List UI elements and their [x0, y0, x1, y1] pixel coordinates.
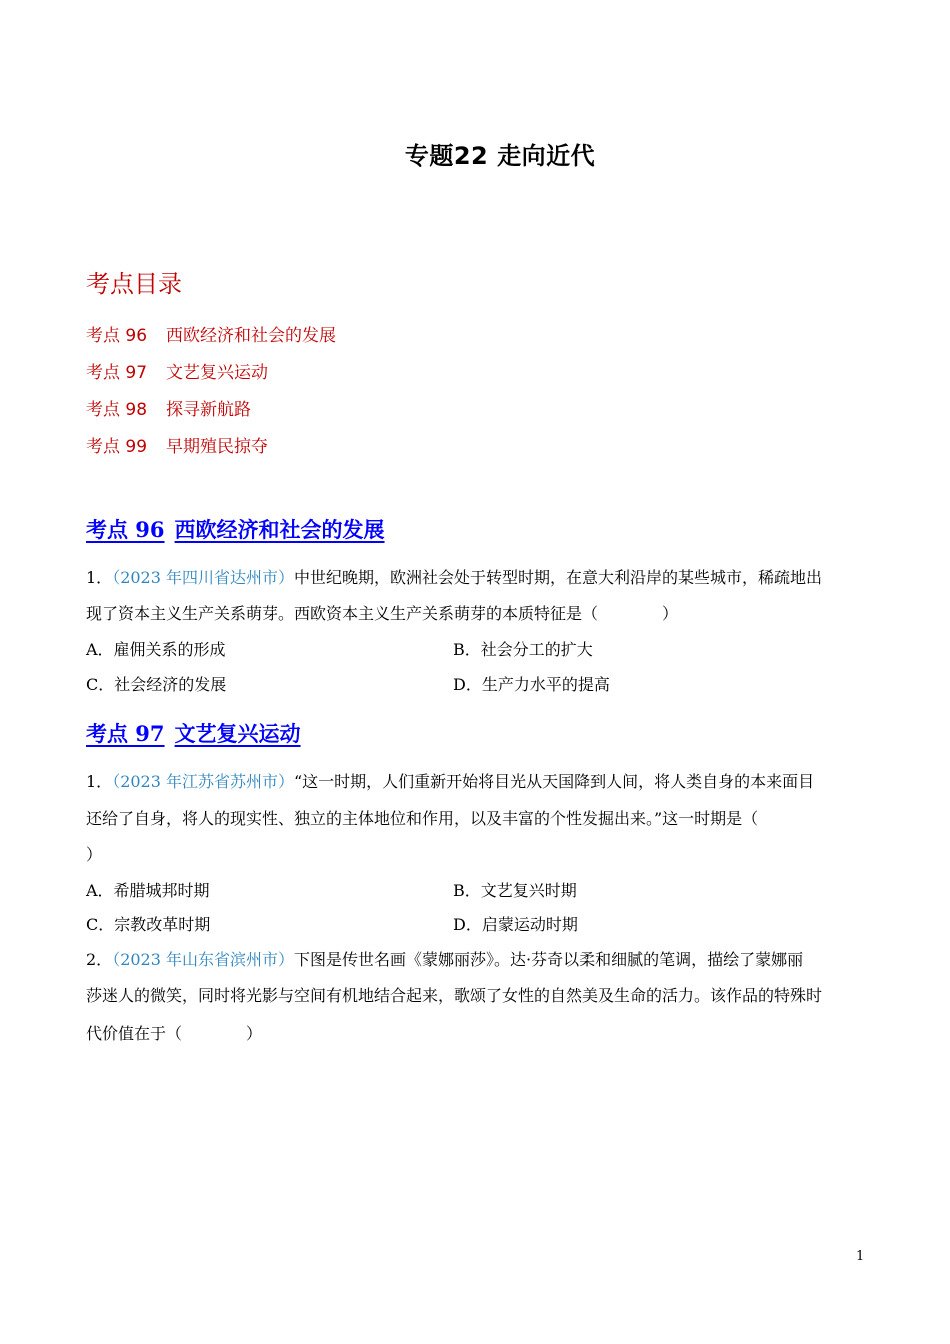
toc-item-number: 考点 97 [86, 363, 148, 383]
toc-item[interactable] [86, 395, 251, 420]
section-heading-96[interactable] [86, 514, 385, 544]
page-title: 专题22 走向近代 [404, 142, 596, 170]
option-b[interactable]: B．社会分工的扩大 [453, 640, 593, 659]
toc-item[interactable] [86, 432, 268, 457]
toc-item-number: 考点 99 [86, 437, 148, 457]
section-title: 西欧经济和社会的发展 [174, 517, 385, 542]
page-number: 1 [856, 1249, 865, 1264]
question-index: 1． [86, 568, 113, 587]
question-text: “这一时期，人们重新开始将目光从天国降到人间，将人类自身的本来面目 [294, 772, 815, 791]
option-a[interactable]: A．希腊城邦时期 [86, 881, 210, 900]
question-line [86, 568, 822, 588]
toc-item-label: 探寻新航路 [166, 400, 251, 420]
toc-item-number: 考点 96 [86, 326, 148, 346]
question-index: 2． [86, 950, 113, 969]
question-text: 下图是传世名画《蒙娜丽莎》。达·芬奇以柔和细腻的笔调，描绘了蒙娜丽 [294, 950, 804, 969]
option-d[interactable]: D．启蒙运动时期 [453, 915, 578, 934]
question-line [86, 772, 814, 792]
option-d[interactable]: D．生产力水平的提高 [453, 675, 610, 694]
question-line: 莎迷人的微笑，同时将光影与空间有机地结合起来，歌颂了女性的自然美及生命的活力。该作品的特殊时 [86, 986, 823, 1005]
section-number: 考点 96 [86, 517, 165, 542]
toc-heading: 考点目录 [86, 270, 182, 298]
question-line: 代价值在于（ ） [86, 1024, 263, 1043]
option-c[interactable]: C．社会经济的发展 [86, 675, 227, 694]
question-line: ） [86, 845, 103, 864]
question-text: 中世纪晚期，欧洲社会处于转型时期，在意大利沿岸的某些城市，稀疏地出 [294, 568, 823, 587]
question-line: 现了资本主义生产关系萌芽。西欧资本主义生产关系萌芽的本质特征是（ ） [86, 604, 679, 623]
option-b[interactable]: B．文艺复兴时期 [453, 881, 577, 900]
toc-item-label: 文艺复兴运动 [166, 363, 268, 383]
question-index: 1． [86, 772, 113, 791]
question-source: （2023 年江苏省苏州市） [112, 772, 294, 791]
section-title: 文艺复兴运动 [174, 721, 301, 746]
question-source: （2023 年四川省达州市） [112, 568, 294, 587]
toc-item[interactable] [86, 321, 336, 346]
question-line: 还给了自身，将人的现实性、独立的主体地位和作用，以及丰富的个性发掘出来。”这一时期是（ [86, 809, 759, 828]
option-c[interactable]: C．宗教改革时期 [86, 915, 211, 934]
question-line [86, 950, 803, 970]
option-a[interactable]: A．雇佣关系的形成 [86, 640, 226, 659]
section-heading-97[interactable] [86, 718, 301, 748]
toc-item[interactable] [86, 358, 268, 383]
toc-item-label: 西欧经济和社会的发展 [166, 326, 336, 346]
section-number: 考点 97 [86, 721, 165, 746]
toc-item-number: 考点 98 [86, 400, 148, 420]
question-source: （2023 年山东省滨州市） [112, 950, 294, 969]
toc-item-label: 早期殖民掠夺 [166, 437, 268, 457]
